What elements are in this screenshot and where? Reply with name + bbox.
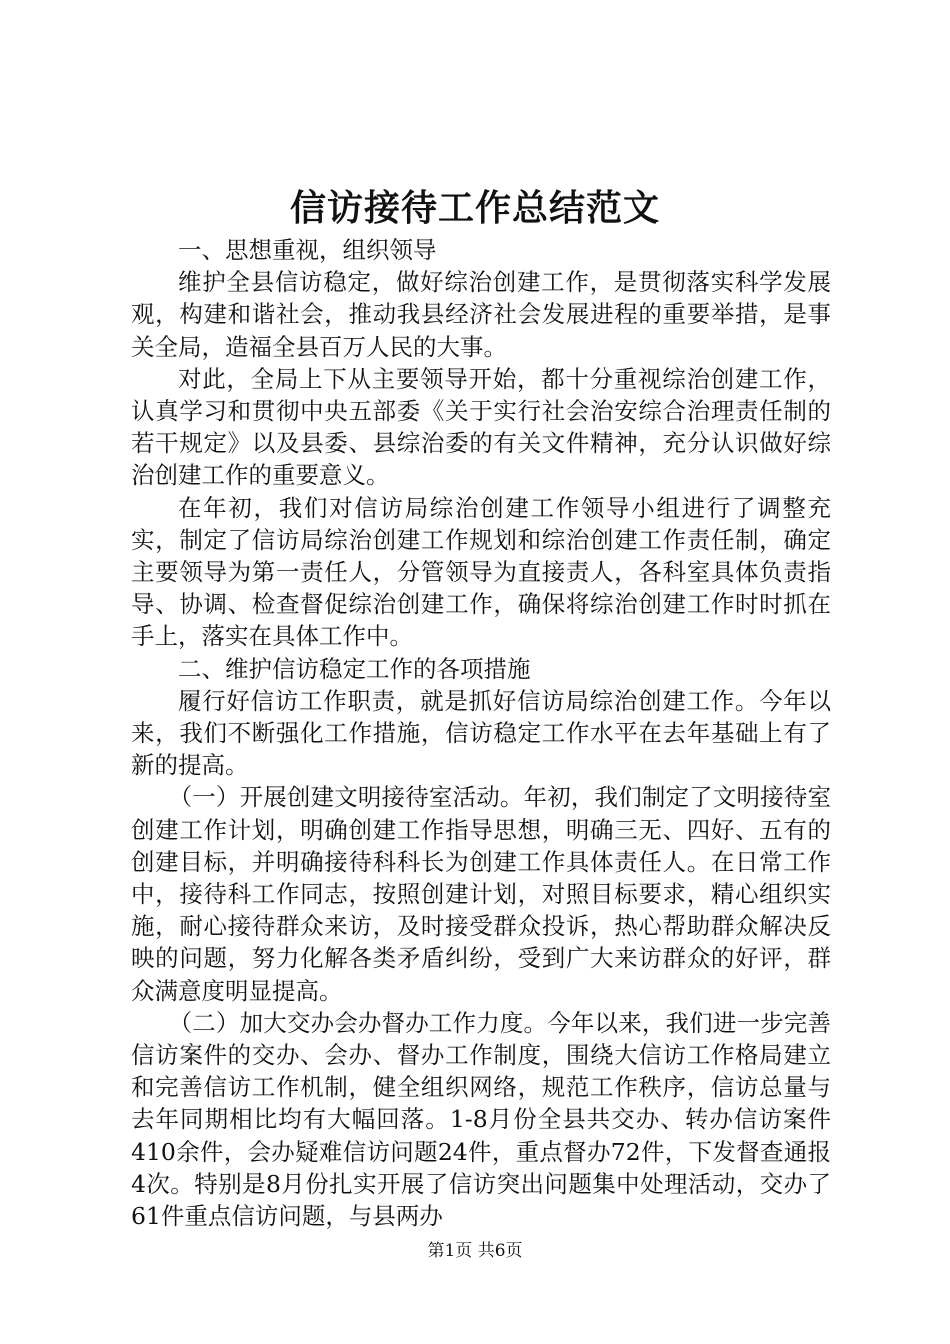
subsection-paragraph-2: （二）加大交办会办督办工作力度。今年以来，我们进一步完善信访案件的交办、会办、督办工作制度，围绕大信访工作格局建立和完善信访工作机制，健全组织网络，规范工作秩序，信访总量与去年同期相比均有大幅回落。1-8月份全县共交办、转办信访案件410余件，会办疑难信访问题24件，重点督办72件，下发督查通报4次。特别是8月份扎实开展了信访突出问题集中处理活动，交办了61件重点信访问题，与县两办 [131,1008,831,1231]
body-paragraph: 维护全县信访稳定，做好综治创建工作，是贯彻落实科学发展观，构建和谐社会，推动我县经济社会发展进程的重要举措，是事关全局，造福全县百万人民的大事。 [131,268,831,361]
page-number-footer: 第1页 共6页 [427,1241,523,1261]
body-paragraph: 履行好信访工作职责，就是抓好信访局综治创建工作。今年以来，我们不断强化工作措施，信访稳定工作水平在去年基础上有了新的提高。 [131,686,831,780]
section-heading-2: 二、维护信访稳定工作的各项措施 [178,654,531,683]
body-paragraph: 在年初，我们对信访局综治创建工作领导小组进行了调整充实，制定了信访局综治创建工作规划和综治创建工作责任制，确定主要领导为第一责任人，分管领导为直接责人，各科室具体负责指导、协调、检查督促综治创建工作，确保将综治创建工作时时抓在手上，落实在具体工作中。 [131,493,831,651]
document-title: 信访接待工作总结范文 [289,187,660,229]
document-body [131,234,831,1232]
section-heading-1: 一、思想重视，组织领导 [178,236,437,264]
body-paragraph: 对此，全局上下从主要领导开始，都十分重视综治创建工作，认真学习和贯彻中央五部委《关于实行社会治安综合治理责任制的若干规定》以及县委、县综治委的有关文件精神，充分认识做好综治创建工作的重要意义。 [131,364,831,490]
subsection-paragraph-1: （一）开展创建文明接待室活动。年初，我们制定了文明接待室创建工作计划，明确创建工作指导思想，明确三无、四好、五有的创建目标，并明确接待科科长为创建工作具体责任人。在日常工作中，接待科工作同志，按照创建计划，对照目标要求，精心组织实施，耐心接待群众来访，及时接受群众投诉，热心帮助群众解决反映的问题，努力化解各类矛盾纠纷，受到广大来访群众的好评，群众满意度明显提高。 [131,783,831,1005]
